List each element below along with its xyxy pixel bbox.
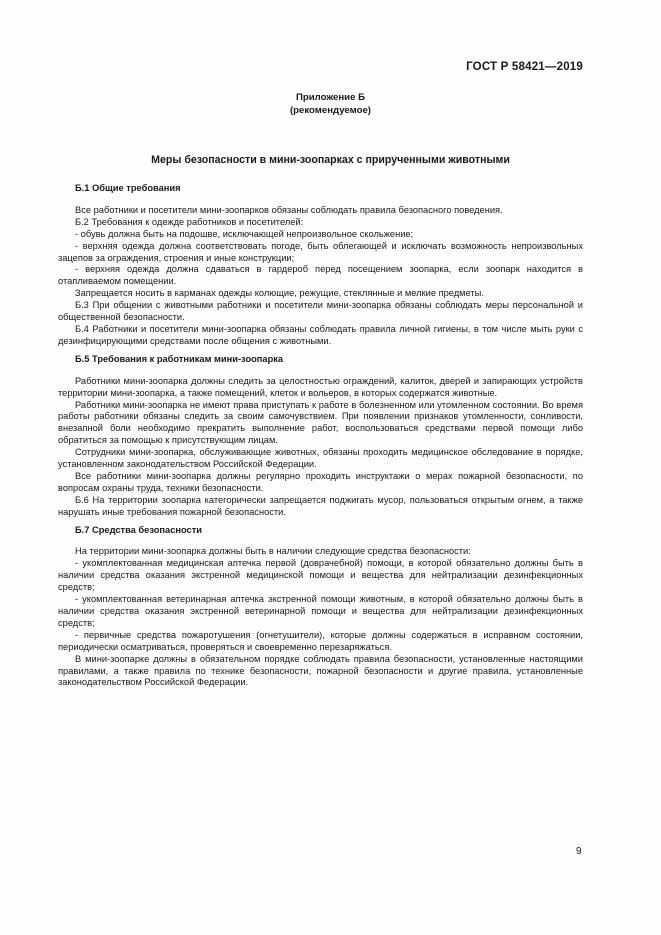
paragraph: Все работники и посетители мини-зоопарков обязаны соблюдать правила безопасного поведения. [75, 204, 503, 215]
body-text [58, 183, 583, 689]
section-heading: Б.1 Общие требования [75, 183, 181, 193]
paragraph: - первичные средства пожаротушения (огнетушители), которые должны содержаться в исправном состоянии, периодически осматриваться, проверяться и своевременно перезаряжаться. [58, 629, 583, 652]
paragraph: Работники мини-зоопарка должны следить за целостностью ограждений, калиток, дверей и запирающих устройств территории мини-зоопарка, а также помещений, клеток и вольеров, в которых содержатся животные. [58, 375, 583, 398]
paragraph: Б.3 При общении с животными работники и посетители мини-зоопарка обязаны соблюдать меры персональной и общественной безопасности. [58, 300, 583, 323]
section-heading: Б.7 Средства безопасности [75, 524, 202, 535]
paragraph: Работники мини-зоопарка не имеют права приступать к работе в болезненном или утомленном состоянии. Во время работы работники обязаны следить за своим самочувствием. При появлении признаков утомленности, сонливости, внезапной боли необходимо прекратить выполнение работ, воспользоваться средствами первой помощи либо обратиться за помощью к присутствующим лицам. [58, 399, 583, 446]
paragraph: Б.4 Работники и посетители мини-зоопарка обязаны соблюдать правила личной гигиены, в том числе мыть руки с дезинфицирующими средствами после общения с животными. [58, 323, 583, 346]
paragraph: Все работники мини-зоопарка должны регулярно проходить инструктажи о мерах пожарной безопасности, по вопросам охраны труда, техники безопасности. [58, 470, 583, 493]
paragraph: Б.2 Требования к одежде работников и посетителей: [75, 216, 304, 227]
paragraph: - верхняя одежда должна соответствовать погоде, быть облегающей и исключать возможность непроизвольных зацепов за ограждения, строения и иные конструкции; [58, 240, 583, 263]
paragraph: Сотрудники мини-зоопарка, обслуживающие животных, обязаны проходить медицинское обследование в порядке, установленном законодательством Российской Федерации. [58, 447, 583, 470]
annex-heading [0, 91, 661, 117]
paragraph: - укомплектованная медицинская аптечка первой (доврачебной) помощи, в которой обязательно должны быть в наличии средства оказания экстренной медицинской помощи и вещества для нейтрализации дезинфекционных средств; [58, 558, 583, 593]
main-title: Меры безопасности в мини-зоопарках с прирученными животными [151, 154, 510, 166]
paragraph: - верхняя одежда должна сдаваться в гардероб перед посещением зоопарка, если зоопарк находится в отапливаемом помещении. [58, 264, 583, 287]
section-heading: Б.5 Требования к работникам мини-зоопарка [75, 353, 284, 364]
paragraph: Запрещается носить в карманах одежды колющие, режущие, стеклянные и мелкие предметы. [75, 288, 484, 299]
paragraph: На территории мини-зоопарка должны быть в наличии следующие средства безопасности: [75, 546, 471, 557]
paragraph: - обувь должна быть на подошве, исключающей непроизвольное скольжение; [75, 228, 414, 239]
page-number: 9 [576, 846, 582, 857]
annex-status: (рекомендуемое) [289, 105, 371, 116]
annex-title: Приложение Б [296, 92, 365, 103]
paragraph: - укомплектованная ветеринарная аптечка экстренной помощи животным, в которой обязательно должны быть в наличии средства оказания экстренной ветеринарной помощи и вещества для нейтрализации дезинфекционных средств; [58, 594, 583, 628]
paragraph: Б.6 На территории зоопарка категорически запрещается поджигать мусор, пользоваться открытым огнем, а также нарушать иные требования пожарной безопасности. [58, 494, 583, 517]
standard-number: ГОСТ Р 58421—2019 [466, 61, 583, 73]
paragraph: В мини-зоопарке должны в обязательном порядке соблюдать правила безопасности, установленные настоящими правилами, а также правила по технике безопасности, пожарной безопасности и другие правила, установленные законодательством Российской Федерации. [58, 653, 583, 688]
